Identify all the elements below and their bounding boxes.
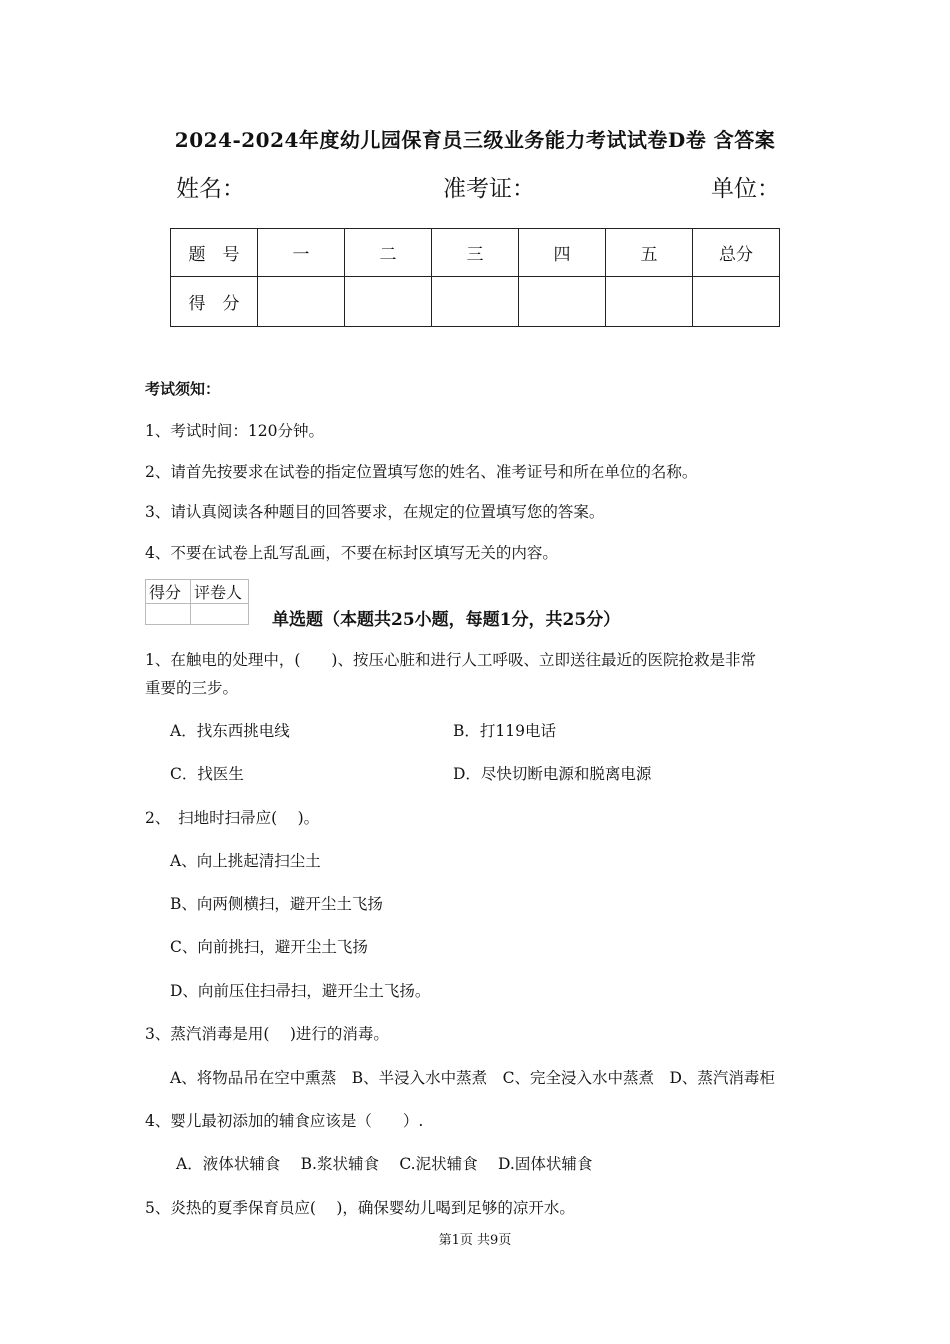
page-footer: 第1页 共9页: [438, 1233, 512, 1248]
notice-heading: 考试须知：: [145, 380, 221, 398]
question-1-option-c: C．找医生: [170, 765, 244, 783]
score-table-header-row: [171, 229, 780, 277]
score-cell[interactable]: [693, 277, 780, 327]
notice-item: 1、考试时间：120分钟。: [145, 422, 324, 440]
grader-name-label: 评卷人: [191, 580, 249, 604]
question-2-option-c: C、向前挑扫，避开尘土飞扬: [170, 938, 368, 956]
question-2-option-a: A、向上挑起清扫尘土: [170, 852, 321, 870]
question-5-stem: 5、炎热的夏季保育员应( )，确保婴幼儿喝到足够的凉开水。: [145, 1199, 575, 1217]
grader-score-label: 得分: [146, 580, 191, 604]
notice-item: 4、不要在试卷上乱写乱画，不要在标封区填写无关的内容。: [145, 544, 558, 562]
score-header-cell: 总分: [693, 229, 780, 277]
name-field-label: 姓名：: [176, 176, 245, 202]
score-header-cell: 五: [606, 229, 693, 277]
score-header-cell: 一: [258, 229, 345, 277]
score-table-score-row: [171, 277, 780, 327]
score-cell[interactable]: [432, 277, 519, 327]
unit-field-label: 单位：: [711, 176, 780, 202]
score-table: [170, 228, 780, 327]
question-2-option-d: D、向前压住扫帚扫，避开尘土飞扬。: [170, 982, 431, 1000]
question-1-stem: 1、在触电的处理中，( )、按压心脏和进行人工呼吸、立即送往最近的医院抢救是非常: [145, 651, 756, 669]
question-3-options: A、将物品吊在空中熏蒸 B、半浸入水中蒸煮 C、完全浸入水中蒸煮 D、蒸汽消毒柜: [170, 1069, 775, 1087]
question-2-stem: 2、 扫地时扫帚应( )。: [145, 809, 320, 827]
score-header-cell: 二: [345, 229, 432, 277]
score-header-cell: 三: [432, 229, 519, 277]
question-4-options: A．液体状辅食 B.浆状辅食 C.泥状辅食 D.固体状辅食: [176, 1155, 593, 1173]
question-3-stem: 3、蒸汽消毒是用( )进行的消毒。: [145, 1025, 389, 1043]
question-1-option-a: A．找东西挑电线: [170, 722, 290, 740]
grader-score-cell[interactable]: [146, 604, 191, 625]
score-cell[interactable]: [606, 277, 693, 327]
grader-table: [145, 579, 249, 625]
score-header-cell: 题 号: [171, 229, 258, 277]
score-cell[interactable]: [519, 277, 606, 327]
score-cell[interactable]: [345, 277, 432, 327]
score-row-label: 得 分: [171, 277, 258, 327]
question-4-stem: 4、婴儿最初添加的辅食应该是（ ）.: [145, 1112, 424, 1130]
question-1-option-b: B．打119电话: [453, 722, 556, 740]
exam-id-field-label: 准考证：: [443, 176, 535, 202]
score-cell[interactable]: [258, 277, 345, 327]
question-2-option-b: B、向两侧横扫，避开尘土飞扬: [170, 895, 383, 913]
section-title: 单选题（本题共25小题，每题1分，共25分）: [272, 610, 621, 630]
question-1-stem-cont: 重要的三步。: [145, 679, 239, 697]
page-title: 2024-2024年度幼儿园保育员三级业务能力考试试卷D卷 含答案: [174, 128, 776, 152]
score-header-cell: 四: [519, 229, 606, 277]
grader-name-cell[interactable]: [191, 604, 249, 625]
notice-item: 2、请首先按要求在试卷的指定位置填写您的姓名、准考证号和所在单位的名称。: [145, 463, 698, 481]
notice-item: 3、请认真阅读各种题目的回答要求，在规定的位置填写您的答案。: [145, 503, 605, 521]
question-1-option-d: D．尽快切断电源和脱离电源: [453, 765, 652, 783]
